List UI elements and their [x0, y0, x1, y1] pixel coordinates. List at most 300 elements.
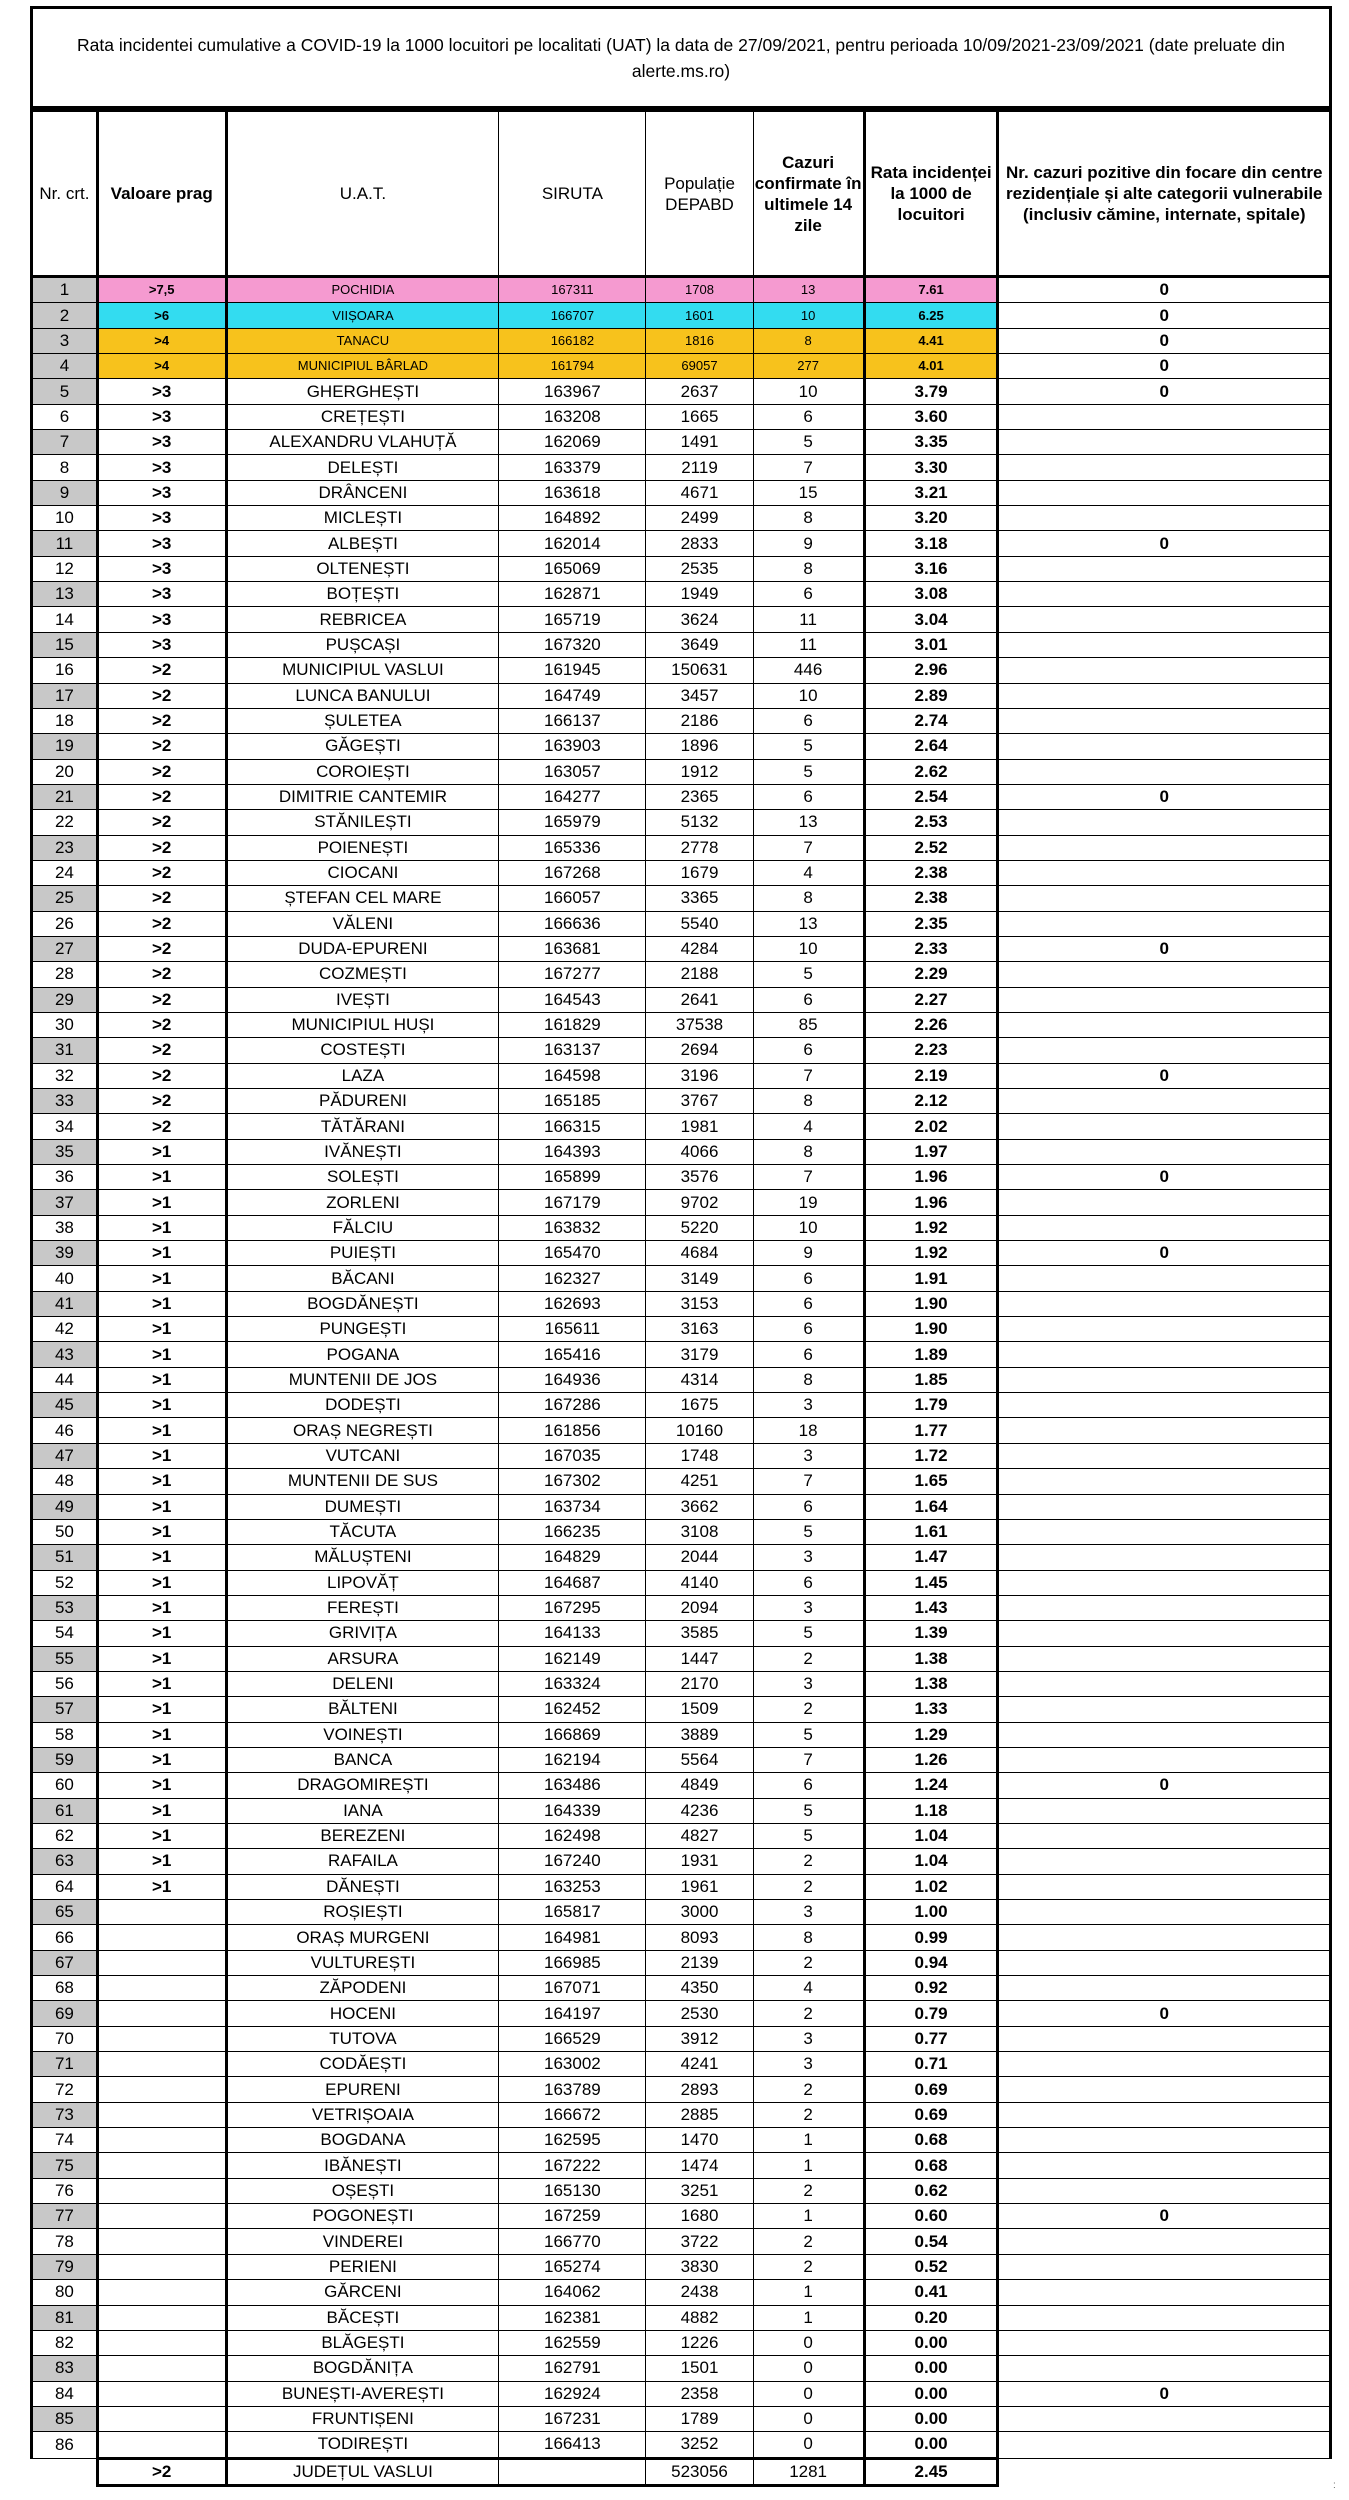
cell-nr: 25	[32, 886, 98, 911]
cell-nr: 68	[32, 1976, 98, 2001]
cell-uat: IBĂNEȘTI	[226, 2153, 499, 2178]
cell-rata: 1.02	[864, 1874, 998, 1899]
table-row	[32, 2128, 1331, 2153]
cell-uat: MUNICIPIUL BÂRLAD	[226, 354, 499, 379]
cell-pop: 9702	[646, 1190, 753, 1215]
table-row	[32, 2280, 1331, 2305]
table-row	[32, 1874, 1331, 1899]
table-row	[32, 784, 1331, 809]
cell-nr: 35	[32, 1139, 98, 1164]
cell-prag: >2	[97, 683, 226, 708]
cell-pop: 2885	[646, 2102, 753, 2127]
cell-uat: BOGDĂNEȘTI	[226, 1291, 499, 1316]
cell-foc	[998, 2330, 1331, 2355]
cell-foc	[998, 1823, 1331, 1848]
cell-nr: 81	[32, 2305, 98, 2330]
cell-caz: 3	[753, 1393, 864, 1418]
cell-prag: >3	[97, 531, 226, 556]
cell-prag: >1	[97, 1494, 226, 1519]
cell-rata: 2.74	[864, 708, 998, 733]
cell-prag: >2	[97, 1114, 226, 1139]
cell-prag: >1	[97, 1215, 226, 1240]
cell-foc	[998, 1747, 1331, 1772]
cell-pop: 4140	[646, 1570, 753, 1595]
table-row	[32, 531, 1331, 556]
cell-uat: IVEȘTI	[226, 987, 499, 1012]
table-row	[32, 2052, 1331, 2077]
cell-rata: 0.99	[864, 1925, 998, 1950]
cell-foc	[998, 1469, 1331, 1494]
cell-caz: 1	[753, 2280, 864, 2305]
cell-caz: 5	[753, 759, 864, 784]
cell-rata: 2.27	[864, 987, 998, 1012]
cell-uat: CIOCANI	[226, 860, 499, 885]
cell-caz: 7	[753, 1063, 864, 1088]
table-row	[32, 2406, 1331, 2431]
cell-siruta: 166182	[499, 328, 646, 353]
cell-nr: 6	[32, 404, 98, 429]
cell-foc	[998, 1798, 1331, 1823]
cell-nr: 19	[32, 734, 98, 759]
cell-prag	[97, 2381, 226, 2406]
cell-rata: 2.62	[864, 759, 998, 784]
cell-rata: 0.69	[864, 2077, 998, 2102]
cell-caz: 7	[753, 835, 864, 860]
cell-caz: 6	[753, 1773, 864, 1798]
cell-pop: 4849	[646, 1773, 753, 1798]
table-row	[32, 1114, 1331, 1139]
cell-nr: 46	[32, 1418, 98, 1443]
cell-uat: VULTUREȘTI	[226, 1950, 499, 1975]
table-row	[32, 759, 1331, 784]
cell-siruta: 164277	[499, 784, 646, 809]
cell-siruta: 167035	[499, 1443, 646, 1468]
cell-rata: 1.90	[864, 1291, 998, 1316]
cell-caz: 3	[753, 1900, 864, 1925]
cell-rata: 2.26	[864, 1012, 998, 1037]
cell-rata: 1.26	[864, 1747, 998, 1772]
cell-foc: 0	[998, 1063, 1331, 1088]
cell-nr: 58	[32, 1722, 98, 1747]
cell-rata: 1.64	[864, 1494, 998, 1519]
cell-foc	[998, 911, 1331, 936]
cell-pop: 3767	[646, 1089, 753, 1114]
cell-foc: 0	[998, 2204, 1331, 2229]
cell-prag: >1	[97, 1570, 226, 1595]
cell-prag: >1	[97, 1849, 226, 1874]
table-row	[32, 430, 1331, 455]
cell-uat: FEREȘTI	[226, 1595, 499, 1620]
cell-uat: TUTOVA	[226, 2026, 499, 2051]
cell-prag	[97, 2102, 226, 2127]
table-row	[32, 860, 1331, 885]
table-row	[32, 1317, 1331, 1342]
cell-caz: 6	[753, 708, 864, 733]
cell-siruta: 164543	[499, 987, 646, 1012]
total-empty-cell	[32, 2458, 98, 2485]
cell-nr: 22	[32, 810, 98, 835]
cell-pop: 3624	[646, 607, 753, 632]
cell-nr: 56	[32, 1671, 98, 1696]
cell-rata: 1.79	[864, 1393, 998, 1418]
cell-foc	[998, 1976, 1331, 2001]
cell-uat: DĂNEȘTI	[226, 1874, 499, 1899]
table-row	[32, 1798, 1331, 1823]
cell-prag: >1	[97, 1823, 226, 1848]
cell-pop: 3163	[646, 1317, 753, 1342]
cell-prag: >2	[97, 911, 226, 936]
cell-caz: 0	[753, 2381, 864, 2406]
cell-rata: 2.35	[864, 911, 998, 936]
cell-rata: 1.89	[864, 1342, 998, 1367]
cell-uat: BOGDANA	[226, 2128, 499, 2153]
cell-siruta: 166672	[499, 2102, 646, 2127]
cell-prag: >1	[97, 1519, 226, 1544]
cell-rata: 1.92	[864, 1215, 998, 1240]
cell-pop: 1912	[646, 759, 753, 784]
cell-pop: 2094	[646, 1595, 753, 1620]
cell-pop: 3585	[646, 1621, 753, 1646]
total-prag: >2	[97, 2458, 226, 2485]
cell-nr: 60	[32, 1773, 98, 1798]
cell-siruta: 165611	[499, 1317, 646, 1342]
cell-uat: CREȚEȘTI	[226, 404, 499, 429]
cell-nr: 31	[32, 1038, 98, 1063]
table-body	[32, 277, 1331, 2486]
table-row	[32, 658, 1331, 683]
cell-uat: COROIEȘTI	[226, 759, 499, 784]
cell-prag: >1	[97, 1621, 226, 1646]
cell-caz: 13	[753, 911, 864, 936]
table-row	[32, 1443, 1331, 1468]
report-title	[30, 6, 1332, 109]
cell-foc: 0	[998, 936, 1331, 961]
cell-prag	[97, 2178, 226, 2203]
cell-nr: 73	[32, 2102, 98, 2127]
table-row	[32, 455, 1331, 480]
cell-uat: ORAȘ MURGENI	[226, 1925, 499, 1950]
table-row	[32, 277, 1331, 303]
cell-rata: 0.79	[864, 2001, 998, 2026]
cell-pop: 2499	[646, 506, 753, 531]
table-row	[32, 1697, 1331, 1722]
cell-foc	[998, 1012, 1331, 1037]
cell-prag: >2	[97, 784, 226, 809]
cell-foc	[998, 607, 1331, 632]
header-cazuri: Cazuri confirmate în ultimele 14 zile	[753, 111, 864, 277]
table-row	[32, 1190, 1331, 1215]
cell-caz: 9	[753, 1241, 864, 1266]
cell-uat: ORAȘ NEGREȘTI	[226, 1418, 499, 1443]
cell-foc: 0	[998, 2381, 1331, 2406]
cell-nr: 37	[32, 1190, 98, 1215]
cell-siruta: 163137	[499, 1038, 646, 1063]
cell-foc	[998, 987, 1331, 1012]
cell-prag: >1	[97, 1241, 226, 1266]
table-row	[32, 328, 1331, 353]
cell-foc	[998, 1595, 1331, 1620]
cell-siruta: 163324	[499, 1671, 646, 1696]
cell-siruta: 161945	[499, 658, 646, 683]
table-row	[32, 1646, 1331, 1671]
cell-nr: 66	[32, 1925, 98, 1950]
cell-pop: 3722	[646, 2229, 753, 2254]
cell-foc: 0	[998, 328, 1331, 353]
cell-siruta: 165719	[499, 607, 646, 632]
cell-foc: 0	[998, 784, 1331, 809]
total-uat: JUDEȚUL VASLUI	[226, 2458, 499, 2485]
cell-rata: 3.79	[864, 379, 998, 404]
cell-rata: 4.01	[864, 354, 998, 379]
cell-rata: 0.54	[864, 2229, 998, 2254]
cell-caz: 0	[753, 2356, 864, 2381]
cell-uat: ALBEȘTI	[226, 531, 499, 556]
table-row	[32, 1773, 1331, 1798]
cell-foc	[998, 835, 1331, 860]
table-row	[32, 2001, 1331, 2026]
cell-nr: 17	[32, 683, 98, 708]
cell-prag: >1	[97, 1747, 226, 1772]
cell-siruta: 167179	[499, 1190, 646, 1215]
cell-pop: 150631	[646, 658, 753, 683]
cell-siruta: 167320	[499, 632, 646, 657]
cell-foc	[998, 1570, 1331, 1595]
cell-caz: 11	[753, 632, 864, 657]
table-row	[32, 2229, 1331, 2254]
cell-nr: 47	[32, 1443, 98, 1468]
cell-uat: VĂLENI	[226, 911, 499, 936]
cell-uat: PERIENI	[226, 2254, 499, 2279]
cell-foc	[998, 2153, 1331, 2178]
cell-prag: >1	[97, 1393, 226, 1418]
cell-foc	[998, 734, 1331, 759]
cell-prag	[97, 2406, 226, 2431]
cell-prag: >3	[97, 379, 226, 404]
total-rata: 2.45	[864, 2458, 998, 2485]
cell-pop: 1474	[646, 2153, 753, 2178]
cell-uat: GĂGEȘTI	[226, 734, 499, 759]
table-row	[32, 1139, 1331, 1164]
cell-siruta: 164892	[499, 506, 646, 531]
cell-foc	[998, 2102, 1331, 2127]
cell-rata: 6.25	[864, 303, 998, 328]
cell-nr: 86	[32, 2432, 98, 2458]
cell-nr: 4	[32, 354, 98, 379]
table-row	[32, 1012, 1331, 1037]
cell-prag: >2	[97, 987, 226, 1012]
cell-nr: 84	[32, 2381, 98, 2406]
cell-pop: 4251	[646, 1469, 753, 1494]
cell-foc	[998, 2305, 1331, 2330]
cell-foc	[998, 1874, 1331, 1899]
cell-pop: 4284	[646, 936, 753, 961]
cell-caz: 13	[753, 277, 864, 303]
cell-foc	[998, 1266, 1331, 1291]
cell-nr: 77	[32, 2204, 98, 2229]
cell-uat: BOGDĂNIȚA	[226, 2356, 499, 2381]
cell-uat: PUIEȘTI	[226, 1241, 499, 1266]
cell-foc	[998, 1139, 1331, 1164]
cell-caz: 3	[753, 2026, 864, 2051]
cell-caz: 3	[753, 1545, 864, 1570]
table-row	[32, 1671, 1331, 1696]
table-row	[32, 1038, 1331, 1063]
cell-prag: >1	[97, 1418, 226, 1443]
cell-rata: 1.04	[864, 1849, 998, 1874]
cell-prag: >1	[97, 1291, 226, 1316]
cell-rata: 1.18	[864, 1798, 998, 1823]
table-row	[32, 835, 1331, 860]
cell-nr: 85	[32, 2406, 98, 2431]
cell-foc	[998, 1545, 1331, 1570]
cell-pop: 1949	[646, 582, 753, 607]
cell-rata: 2.33	[864, 936, 998, 961]
cell-foc	[998, 2052, 1331, 2077]
cell-rata: 1.65	[864, 1469, 998, 1494]
cell-foc	[998, 1215, 1331, 1240]
cell-pop: 3179	[646, 1342, 753, 1367]
table-row	[32, 354, 1331, 379]
cell-foc	[998, 404, 1331, 429]
cell-pop: 1748	[646, 1443, 753, 1468]
cell-uat: DUDA-EPURENI	[226, 936, 499, 961]
cell-prag: >1	[97, 1722, 226, 1747]
cell-caz: 6	[753, 1266, 864, 1291]
cell-uat: MICLEȘTI	[226, 506, 499, 531]
cell-nr: 82	[32, 2330, 98, 2355]
table-row	[32, 1925, 1331, 1950]
cell-siruta: 167259	[499, 2204, 646, 2229]
cell-nr: 24	[32, 860, 98, 885]
cell-siruta: 162924	[499, 2381, 646, 2406]
cell-caz: 0	[753, 2406, 864, 2431]
cell-rata: 2.23	[864, 1038, 998, 1063]
cell-prag: >2	[97, 759, 226, 784]
cell-nr: 52	[32, 1570, 98, 1595]
cell-caz: 6	[753, 1342, 864, 1367]
cell-rata: 0.77	[864, 2026, 998, 2051]
cell-pop: 1601	[646, 303, 753, 328]
cell-pop: 4671	[646, 480, 753, 505]
cell-foc: 0	[998, 1241, 1331, 1266]
total-pop: 523056	[646, 2458, 753, 2485]
cell-rata: 3.16	[864, 556, 998, 581]
cell-pop: 1501	[646, 2356, 753, 2381]
cell-foc	[998, 1291, 1331, 1316]
cell-siruta: 167302	[499, 1469, 646, 1494]
cell-prag: >3	[97, 404, 226, 429]
cell-prag	[97, 2330, 226, 2355]
cell-caz: 8	[753, 328, 864, 353]
cell-pop: 2119	[646, 455, 753, 480]
cell-nr: 23	[32, 835, 98, 860]
cell-prag: >1	[97, 1342, 226, 1367]
cell-prag	[97, 2280, 226, 2305]
cell-foc	[998, 1697, 1331, 1722]
cell-caz: 8	[753, 1367, 864, 1392]
cell-caz: 8	[753, 1139, 864, 1164]
cell-caz: 0	[753, 2432, 864, 2458]
cell-prag	[97, 2229, 226, 2254]
cell-nr: 10	[32, 506, 98, 531]
cell-caz: 6	[753, 1570, 864, 1595]
cell-pop: 3457	[646, 683, 753, 708]
cell-caz: 85	[753, 1012, 864, 1037]
cell-uat: VUTCANI	[226, 1443, 499, 1468]
table-row	[32, 1241, 1331, 1266]
cell-nr: 30	[32, 1012, 98, 1037]
header-populatie: Populație DEPABD	[646, 111, 753, 277]
cell-siruta: 164393	[499, 1139, 646, 1164]
cell-rata: 1.33	[864, 1697, 998, 1722]
cell-prag: >3	[97, 607, 226, 632]
cell-rata: 3.20	[864, 506, 998, 531]
cell-prag: >1	[97, 1139, 226, 1164]
cell-caz: 6	[753, 404, 864, 429]
cell-foc	[998, 962, 1331, 987]
cell-siruta: 164197	[499, 2001, 646, 2026]
cell-nr: 40	[32, 1266, 98, 1291]
cell-prag	[97, 2052, 226, 2077]
cell-prag: >1	[97, 1646, 226, 1671]
cell-siruta: 162014	[499, 531, 646, 556]
cell-pop: 1226	[646, 2330, 753, 2355]
cell-prag: >1	[97, 1266, 226, 1291]
cell-caz: 8	[753, 886, 864, 911]
cell-siruta: 167231	[499, 2406, 646, 2431]
cell-foc	[998, 556, 1331, 581]
cell-nr: 63	[32, 1849, 98, 1874]
table-row	[32, 1469, 1331, 1494]
cell-pop: 2893	[646, 2077, 753, 2102]
cell-nr: 26	[32, 911, 98, 936]
table-row	[32, 379, 1331, 404]
cell-uat: HOCENI	[226, 2001, 499, 2026]
cell-siruta: 167277	[499, 962, 646, 987]
cell-siruta: 166985	[499, 1950, 646, 1975]
cell-uat: BĂCANI	[226, 1266, 499, 1291]
cell-siruta: 162381	[499, 2305, 646, 2330]
cell-uat: TĂCUTA	[226, 1519, 499, 1544]
cell-pop: 1509	[646, 1697, 753, 1722]
cell-nr: 61	[32, 1798, 98, 1823]
cell-siruta: 163734	[499, 1494, 646, 1519]
cell-caz: 1	[753, 2204, 864, 2229]
cell-foc: 0	[998, 1773, 1331, 1798]
cell-caz: 8	[753, 1925, 864, 1950]
cell-prag	[97, 2026, 226, 2051]
cell-siruta: 166636	[499, 911, 646, 936]
cell-caz: 7	[753, 455, 864, 480]
cell-nr: 21	[32, 784, 98, 809]
cell-pop: 2778	[646, 835, 753, 860]
cell-uat: OLTENEȘTI	[226, 556, 499, 581]
cell-nr: 15	[32, 632, 98, 657]
cell-prag: >2	[97, 1089, 226, 1114]
table-row	[32, 607, 1331, 632]
table-row	[32, 1976, 1331, 2001]
cell-foc	[998, 582, 1331, 607]
cell-pop: 2637	[646, 379, 753, 404]
cell-foc	[998, 1494, 1331, 1519]
cell-rata: 2.89	[864, 683, 998, 708]
cell-caz: 7	[753, 1165, 864, 1190]
cell-caz: 19	[753, 1190, 864, 1215]
cell-siruta: 163967	[499, 379, 646, 404]
cell-siruta: 165274	[499, 2254, 646, 2279]
cell-caz: 6	[753, 987, 864, 1012]
cell-prag	[97, 1976, 226, 2001]
